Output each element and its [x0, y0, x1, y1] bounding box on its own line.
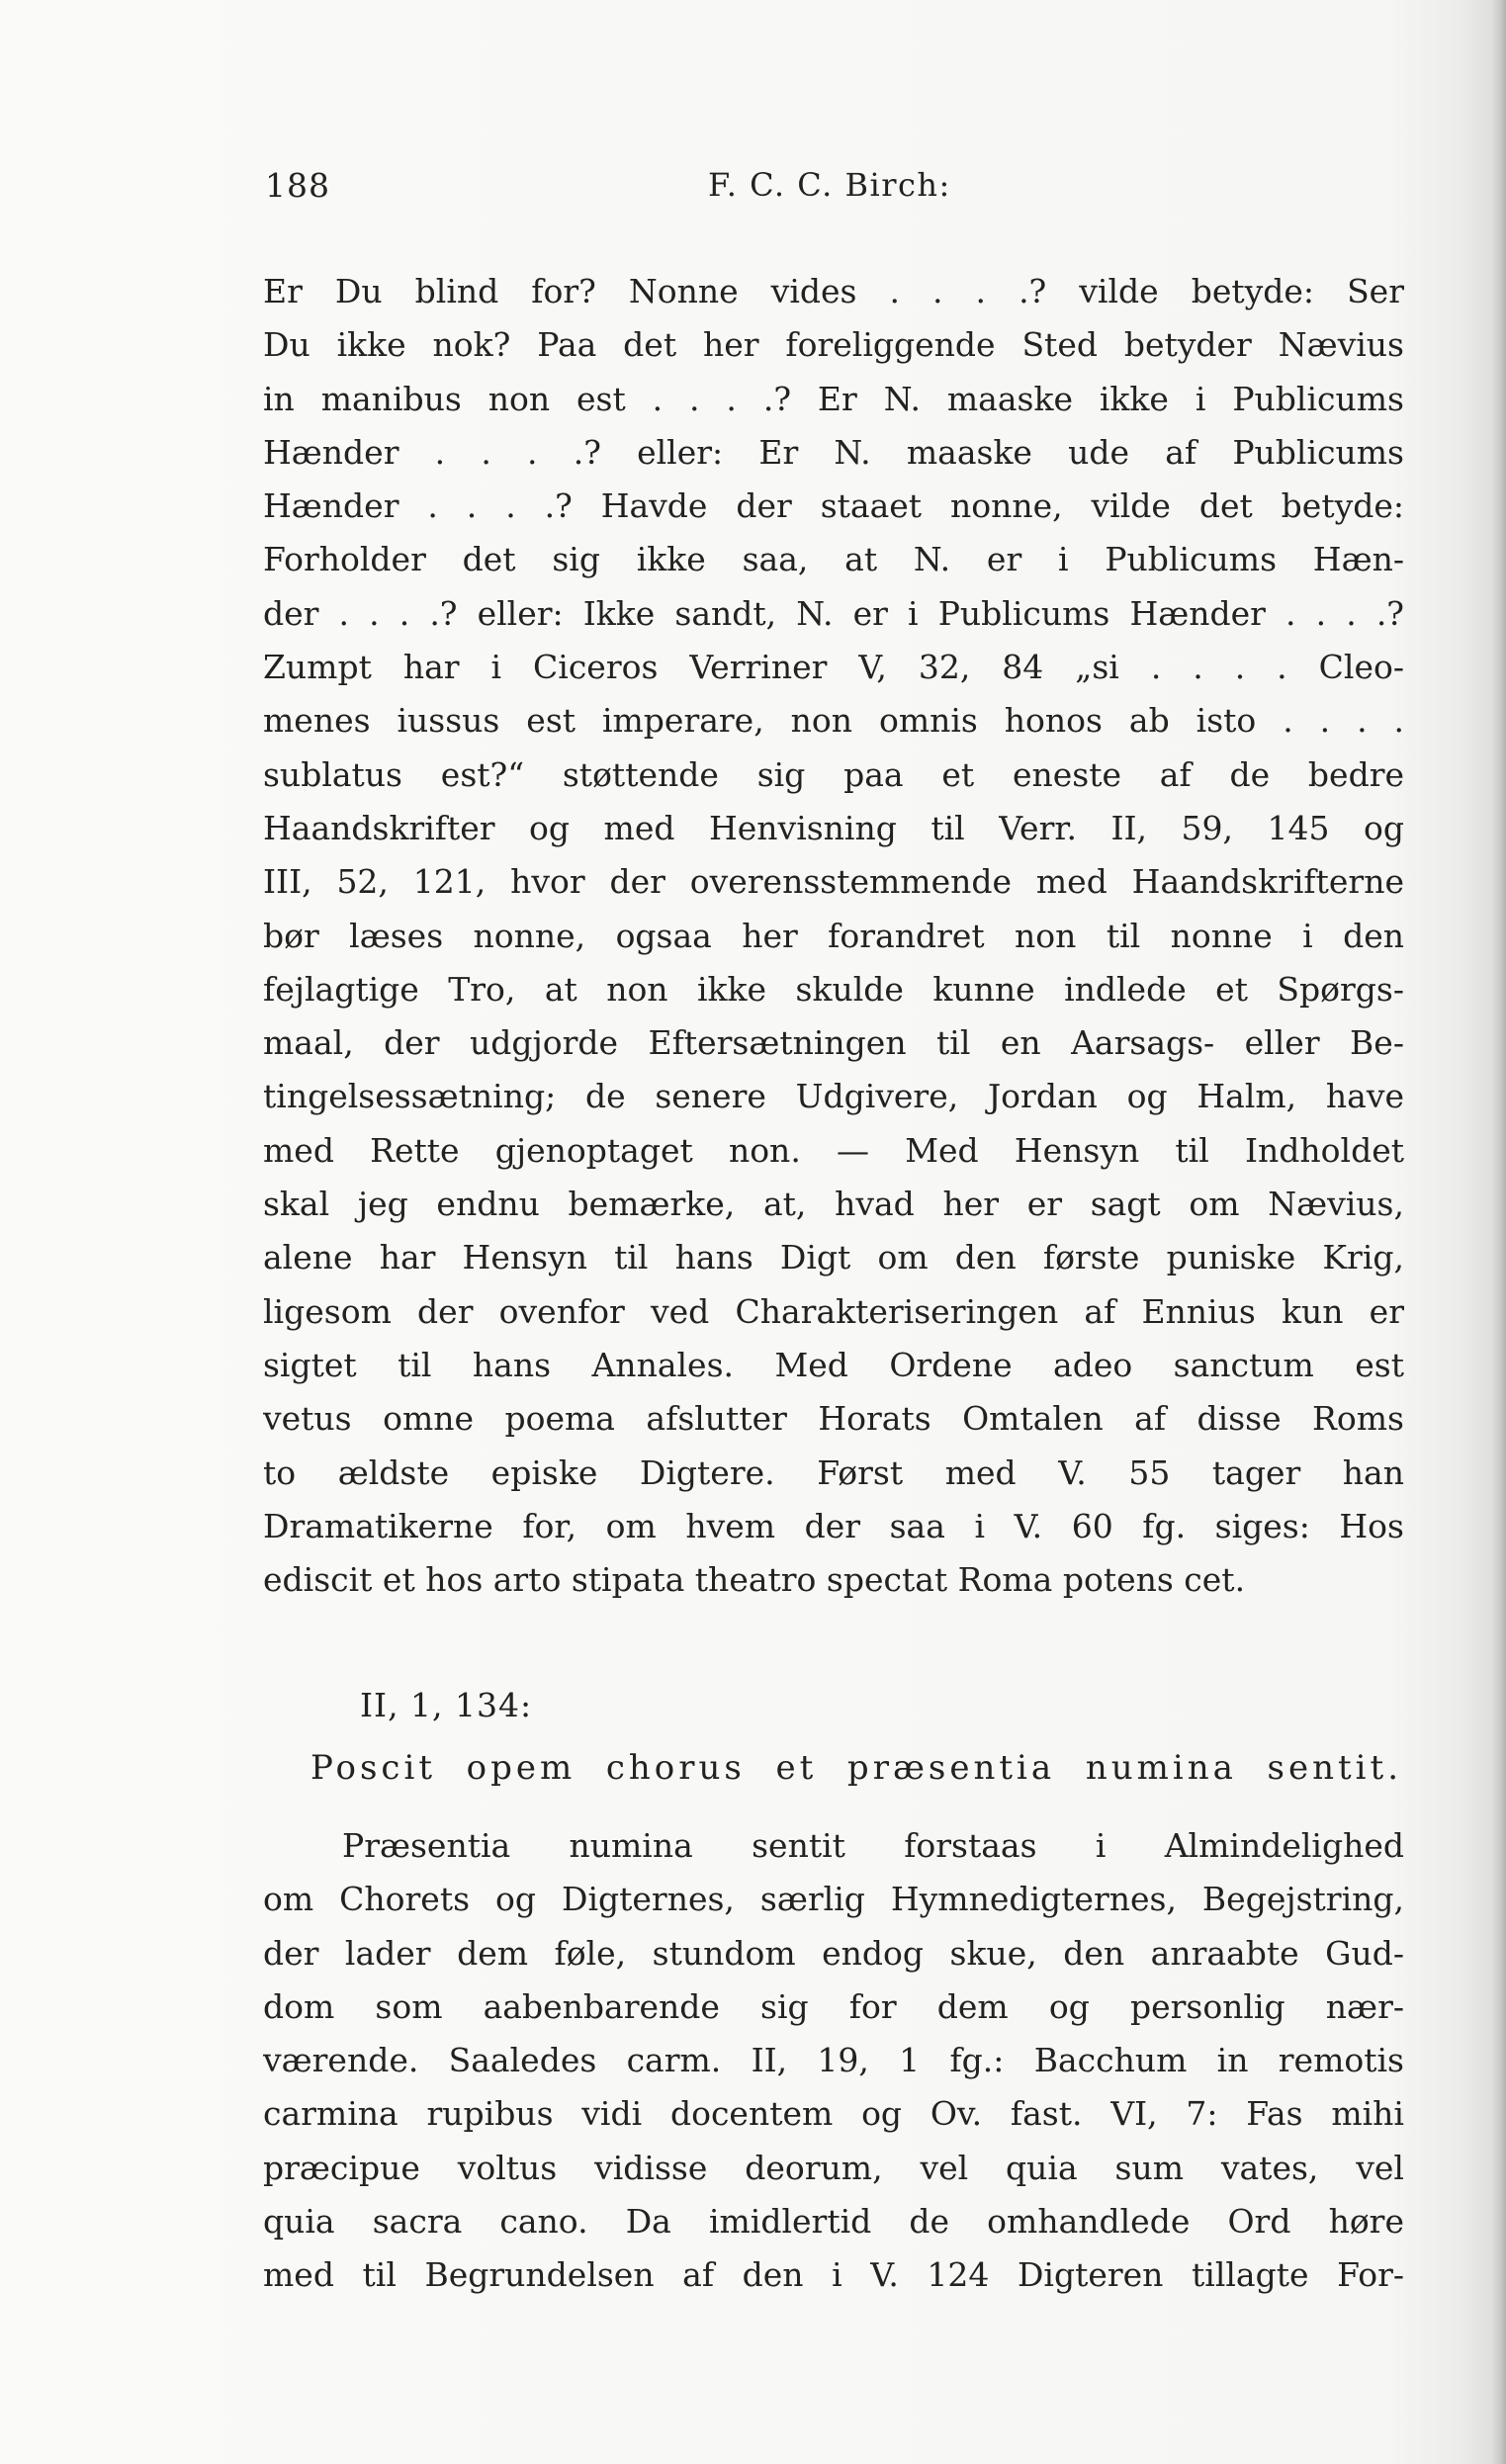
text-line: Du ikke nok? Paa det her foreliggende Sted betyder Nævius [263, 325, 1404, 365]
page-edge-shadow [1492, 0, 1506, 2464]
text-line: der lader dem føle, stundom endog skue, den anraabte Gud- [263, 1933, 1404, 1973]
text-line: ligesom der ovenfor ved Charakteriseringen af Ennius kun er [263, 1291, 1404, 1331]
text-line: Forholder det sig ikke saa, at N. er i Publicums Hæn- [263, 540, 1404, 579]
text-line: sublatus est?“ støttende sig paa et eneste af de bedre [263, 754, 1404, 794]
text-line: der . . . .? eller: Ikke sandt, N. er i Publicums Hænder . . . .? [263, 593, 1404, 633]
text-line: III, 52, 121, hvor der overensstemmende med Haandskrifterne [263, 862, 1404, 902]
text-line: Præsentia numina sentit forstaas i Almindelighed [342, 1826, 1404, 1865]
text-line: om Chorets og Digternes, særlig Hymnedigternes, Begejstring, [263, 1880, 1404, 1919]
section-heading: II, 1, 134: [360, 1686, 533, 1724]
text-line: Hænder . . . .? eller: Er N. maaske ude af Publicums [263, 432, 1404, 472]
text-line: Haandskrifter og med Henvisning til Verr. II, 59, 145 og [263, 808, 1404, 847]
text-line: vetus omne poema afslutter Horats Omtalen af disse Roms [263, 1399, 1404, 1439]
text-line: bør læses nonne, ogsaa her forandret non til nonne i den [263, 916, 1404, 955]
text-line: skal jeg endnu bemærke, at, hvad her er sagt om Nævius, [263, 1185, 1404, 1224]
page-number: 188 [265, 166, 330, 205]
text-line: ediscit et hos arto stipata theatro spectat Roma potens cet. [263, 1560, 1246, 1600]
paragraph-1 [263, 265, 1404, 1607]
running-head: F. C. C. Birch: [708, 166, 951, 204]
text-line: carmina rupibus vidi docentem og Ov. fast. VI, 7: Fas mihi [263, 2094, 1404, 2134]
text-line: alene har Hensyn til hans Digt om den første puniske Krig, [263, 1238, 1404, 1277]
text-line: med til Begrundelsen af den i V. 124 Digteren tillagte For- [263, 2255, 1404, 2295]
text-line: sigtet til hans Annales. Med Ordene adeo sanctum est [263, 1345, 1404, 1384]
text-line: med Rette gjenoptaget non. — Med Hensyn til Indholdet [263, 1130, 1404, 1170]
text-line: Dramatikerne for, om hvem der saa i V. 60 fg. siges: Hos [263, 1506, 1404, 1545]
text-line: menes iussus est imperare, non omnis honos ab isto . . . . [263, 701, 1404, 741]
text-line: Zumpt har i Ciceros Verriner V, 32, 84 „si . . . . Cleo- [263, 648, 1404, 687]
text-line: dom som aabenbarende sig for dem og personlig nær- [263, 1986, 1404, 2026]
text-line: værende. Saaledes carm. II, 19, 1 fg.: Bacchum in remotis [263, 2041, 1404, 2080]
text-line: maal, der udgjorde Eftersætningen til en Aarsags- eller Be- [263, 1023, 1404, 1063]
text-line: tingelsessætning; de senere Udgivere, Jordan og Halm, have [263, 1077, 1404, 1116]
text-line: in manibus non est . . . .? Er N. maaske ikke i Publicums [263, 379, 1404, 418]
text-line: fejlagtige Tro, at non ikke skulde kunne indlede et Spørgs- [263, 969, 1404, 1009]
text-line: Hænder . . . .? Havde der staaet nonne, vilde det betyde: [263, 486, 1404, 526]
text-line: quia sacra cano. Da imidlertid de omhandlede Ord høre [263, 2202, 1404, 2242]
text-line: to ældste episke Digtere. Først med V. 55 tager han [263, 1452, 1404, 1492]
quoted-verse: Poscit opem chorus et præsentia numina sentit. [310, 1748, 1402, 1788]
text-line: Er Du blind for? Nonne vides . . . .? vilde betyde: Ser [263, 272, 1404, 310]
page-header [265, 166, 1404, 216]
text-line: præcipue voltus vidisse deorum, vel quia sum vates, vel [263, 2148, 1404, 2187]
paragraph-2 [263, 1819, 1404, 2303]
